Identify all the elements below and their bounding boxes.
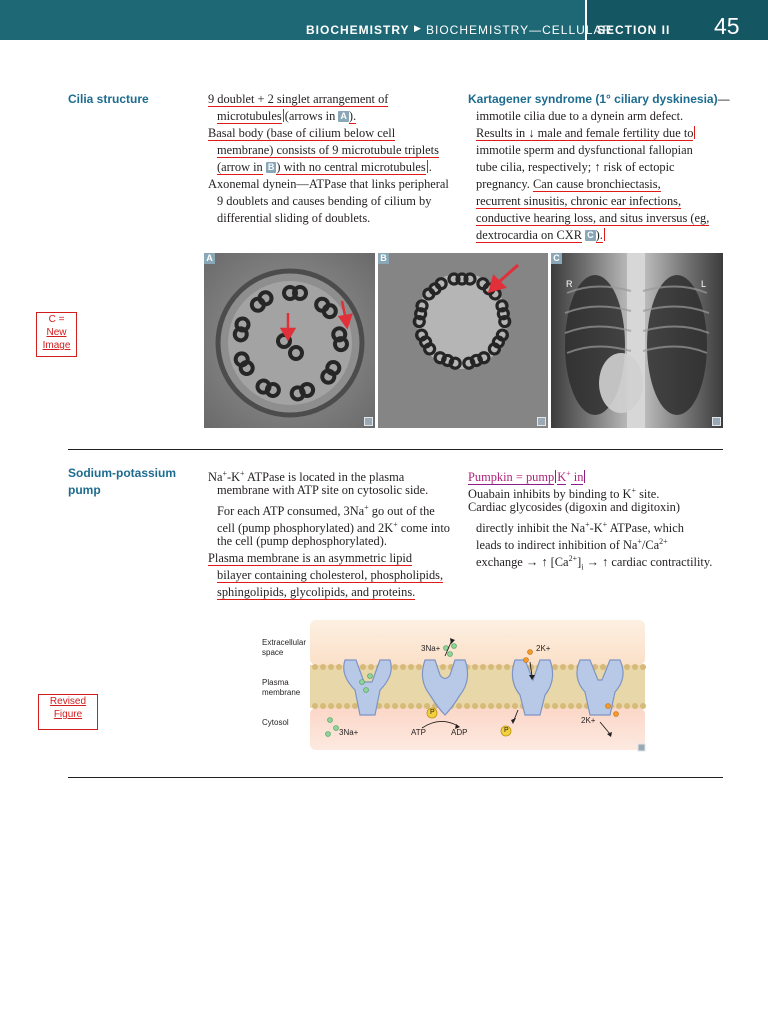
sodium-text: + — [631, 486, 636, 495]
sodium-right-line-6 — [476, 550, 712, 576]
zoom-icon[interactable] — [712, 417, 721, 426]
header-section-name: BIOCHEMISTRY — [306, 23, 410, 37]
sodium-text: directly inhibit the Na — [476, 521, 586, 536]
image-panel-a[interactable] — [204, 253, 375, 428]
chest-xray-image — [551, 253, 723, 428]
kartagener-text: immotile cilia due to a dynein arm defect. — [476, 109, 684, 123]
cilia-heading: Cilia structure — [68, 92, 149, 106]
sodium-text: 2+ — [659, 537, 668, 546]
sodium-text: ] — [577, 555, 582, 570]
sodium-text: membrane with ATP site on cytosolic side. — [217, 483, 429, 497]
sodium-text: i — [581, 562, 584, 572]
sodium-text: cell (pump phosphorylated) and 2K — [217, 521, 394, 536]
sodium-text: -K — [226, 470, 241, 485]
note-text: Revised — [49, 696, 87, 707]
sodium-right-line-3 — [468, 499, 680, 516]
sodium-text: + — [585, 520, 590, 529]
sodium-text: ATPase is located in the plasma — [244, 470, 405, 485]
mnemonic-text: in — [570, 470, 584, 485]
note-text: Figure — [53, 709, 83, 720]
sodium-text: Cardiac glycosides (digoxin and digitoxin) — [468, 500, 680, 514]
cilia-line-1 — [208, 91, 388, 108]
kartagener-line-6 — [476, 193, 681, 210]
extracellular-label: Extracellular space — [262, 638, 307, 657]
sodium-text: -K — [589, 521, 603, 536]
kartagener-line-1 — [476, 108, 683, 125]
triangle-arrow-icon: ▶ — [414, 23, 422, 33]
image-panel-b[interactable] — [378, 253, 548, 428]
cilia-text: (arrows in — [284, 109, 336, 123]
note-text: New — [46, 327, 67, 338]
sodium-text: For each ATP consumed, 3Na — [217, 504, 365, 519]
mnemonic-text: K — [557, 470, 567, 485]
kartagener-text: conductive hearing loss, and situs inversus (eg, — [476, 211, 710, 225]
sodium-text: come into — [397, 521, 451, 536]
revised-figure-note — [38, 694, 98, 730]
zoom-icon — [638, 744, 645, 751]
cilia-text: Basal body (base of cilium below cell — [208, 126, 396, 140]
sodium-text: leads to indirect inhibition of Na — [476, 538, 638, 553]
sodium-text: + — [364, 503, 369, 512]
sodium-heading-line: Sodium-potassium — [68, 466, 177, 480]
kartagener-title: Kartagener syndrome (1° ciliary dyskinesia) — [468, 92, 718, 106]
membrane-label: Plasma membrane — [262, 678, 301, 697]
sodium-left-line-6 — [208, 550, 412, 567]
sodium-text: exchange → ↑ [Ca — [476, 555, 569, 570]
sodium-text: 2+ — [568, 554, 578, 563]
panel-label-b: B — [378, 253, 389, 264]
cytosol-label: Cytosol — [262, 718, 289, 727]
cilia-line-8 — [217, 210, 370, 227]
sodium-text: sphingolipids, glycolipids, and proteins. — [217, 585, 416, 599]
cilia-text: . — [428, 160, 432, 174]
cilia-line-3 — [208, 125, 395, 142]
sodium-text: the cell (pump dephosphorylated). — [217, 534, 387, 548]
kartagener-text: ). — [595, 228, 603, 242]
kartagener-text: tube cilia, respectively; ↑ risk of ectopic — [476, 160, 675, 174]
kartagener-text: immotile sperm and dysfunctional fallopian — [476, 143, 693, 157]
cilia-text: 9 doublet + 2 singlet arrangement of — [208, 92, 389, 106]
zoom-icon[interactable] — [364, 417, 373, 426]
zoom-icon[interactable] — [537, 417, 546, 426]
phosphate-label: P — [504, 727, 509, 734]
sodium-text: ATPase, which — [607, 521, 684, 536]
xray-right-marker: R — [566, 279, 573, 289]
kartagener-text: Results in ↓ male and female fertility due to — [476, 126, 694, 140]
basal-body-image — [378, 253, 548, 428]
note-text: C = — [48, 314, 65, 325]
na-out-label: 3Na+ — [421, 644, 441, 653]
section-divider — [68, 449, 723, 450]
cilia-cross-section-image — [204, 253, 375, 428]
kartagener-text: recurrent sinusitis, chronic ear infections, — [476, 194, 682, 208]
edit-cursor — [694, 126, 695, 139]
cilia-text: 9 doublets and causes bending of cilium by — [217, 194, 432, 208]
sodium-text: bilayer containing cholesterol, phospholipids, — [217, 568, 444, 582]
kartagener-line-4 — [476, 159, 675, 176]
kartagener-line-7 — [476, 210, 709, 227]
edit-cursor — [604, 228, 605, 241]
cilia-line-2 — [217, 108, 356, 125]
cilia-text: membrane) consists of 9 microtubule triplets — [217, 143, 439, 157]
edit-cursor — [427, 160, 428, 173]
sodium-text: + — [602, 520, 608, 529]
xray-left-marker: L — [701, 279, 707, 289]
sodium-text: + — [240, 469, 245, 478]
k-in-label: 2K+ — [536, 644, 551, 653]
cilia-text: ) with no central microtubules — [276, 160, 426, 174]
kartagener-text: pregnancy. — [476, 177, 530, 191]
sodium-text: + — [393, 520, 398, 529]
kartagener-dash: — — [717, 92, 730, 106]
cilia-text: Axonemal dynein—ATPase that links peripheral — [208, 177, 449, 191]
mnemonic-text: + — [566, 469, 571, 478]
sodium-left-line-8 — [217, 584, 415, 601]
note-text: Image — [42, 340, 71, 351]
kartagener-line-2 — [476, 125, 696, 142]
page-number: 45 — [714, 13, 740, 39]
sodium-text: + — [222, 469, 227, 478]
header-section-number: SECTION II — [597, 23, 671, 37]
sodium-text: go out of the — [368, 504, 435, 519]
sodium-text: → ↑ cardiac contractility. — [583, 555, 713, 570]
sodium-text: Ouabain inhibits by binding to K — [468, 487, 632, 502]
kartagener-text: Can cause bronchiectasis, — [533, 177, 661, 191]
cilia-line-7 — [217, 193, 431, 210]
sodium-text: Plasma membrane is an asymmetric lipid — [208, 551, 413, 565]
panel-label-c: C — [551, 253, 562, 264]
cilia-line-4 — [217, 142, 439, 159]
cilia-text: ). — [348, 109, 357, 123]
cilia-text: microtubules — [217, 109, 282, 123]
kartagener-line-8 — [476, 227, 606, 244]
sodium-text: Na — [208, 470, 223, 485]
na-in-label: 3Na+ — [339, 728, 359, 737]
phosphate-label: P — [430, 709, 435, 716]
atp-label: ATP — [411, 728, 426, 737]
sodium-text: site. — [636, 487, 660, 502]
cilia-line-6 — [208, 176, 449, 193]
cilia-text: (arrow in — [217, 160, 263, 174]
cilia-text: differential sliding of doublets. — [217, 211, 371, 225]
mnemonic-text: = pump — [512, 470, 555, 485]
sodium-text: + — [637, 537, 642, 546]
new-image-note — [36, 312, 77, 357]
cilia-line-5 — [217, 159, 432, 176]
section-divider — [68, 777, 723, 778]
sodium-left-line-7 — [217, 567, 443, 584]
header-subsection: BIOCHEMISTRY—CELLULAR — [426, 23, 613, 37]
kartagener-text: dextrocardia on CXR — [476, 228, 582, 242]
mnemonic-text: Pumpkin — [468, 470, 513, 485]
kartagener-heading — [468, 91, 730, 108]
kartagener-line-3 — [476, 142, 693, 159]
sodium-heading — [68, 465, 176, 499]
k-out-label: 2K+ — [581, 716, 596, 725]
figure-ref-c[interactable]: C — [587, 230, 594, 240]
sodium-left-line-5 — [217, 533, 387, 550]
sodium-text: /Ca — [641, 538, 660, 553]
adp-label: ADP — [451, 728, 468, 737]
kartagener-line-5 — [476, 176, 661, 193]
sodium-left-line-2 — [217, 482, 428, 499]
sodium-heading-line: pump — [68, 483, 101, 497]
pump-diagram — [262, 620, 650, 755]
panel-label-a: A — [204, 253, 215, 264]
edit-cursor — [283, 109, 284, 122]
figure-ref-b[interactable]: B — [267, 162, 275, 172]
figure-ref-a[interactable]: A — [340, 111, 347, 121]
image-panel-c[interactable] — [551, 253, 723, 428]
